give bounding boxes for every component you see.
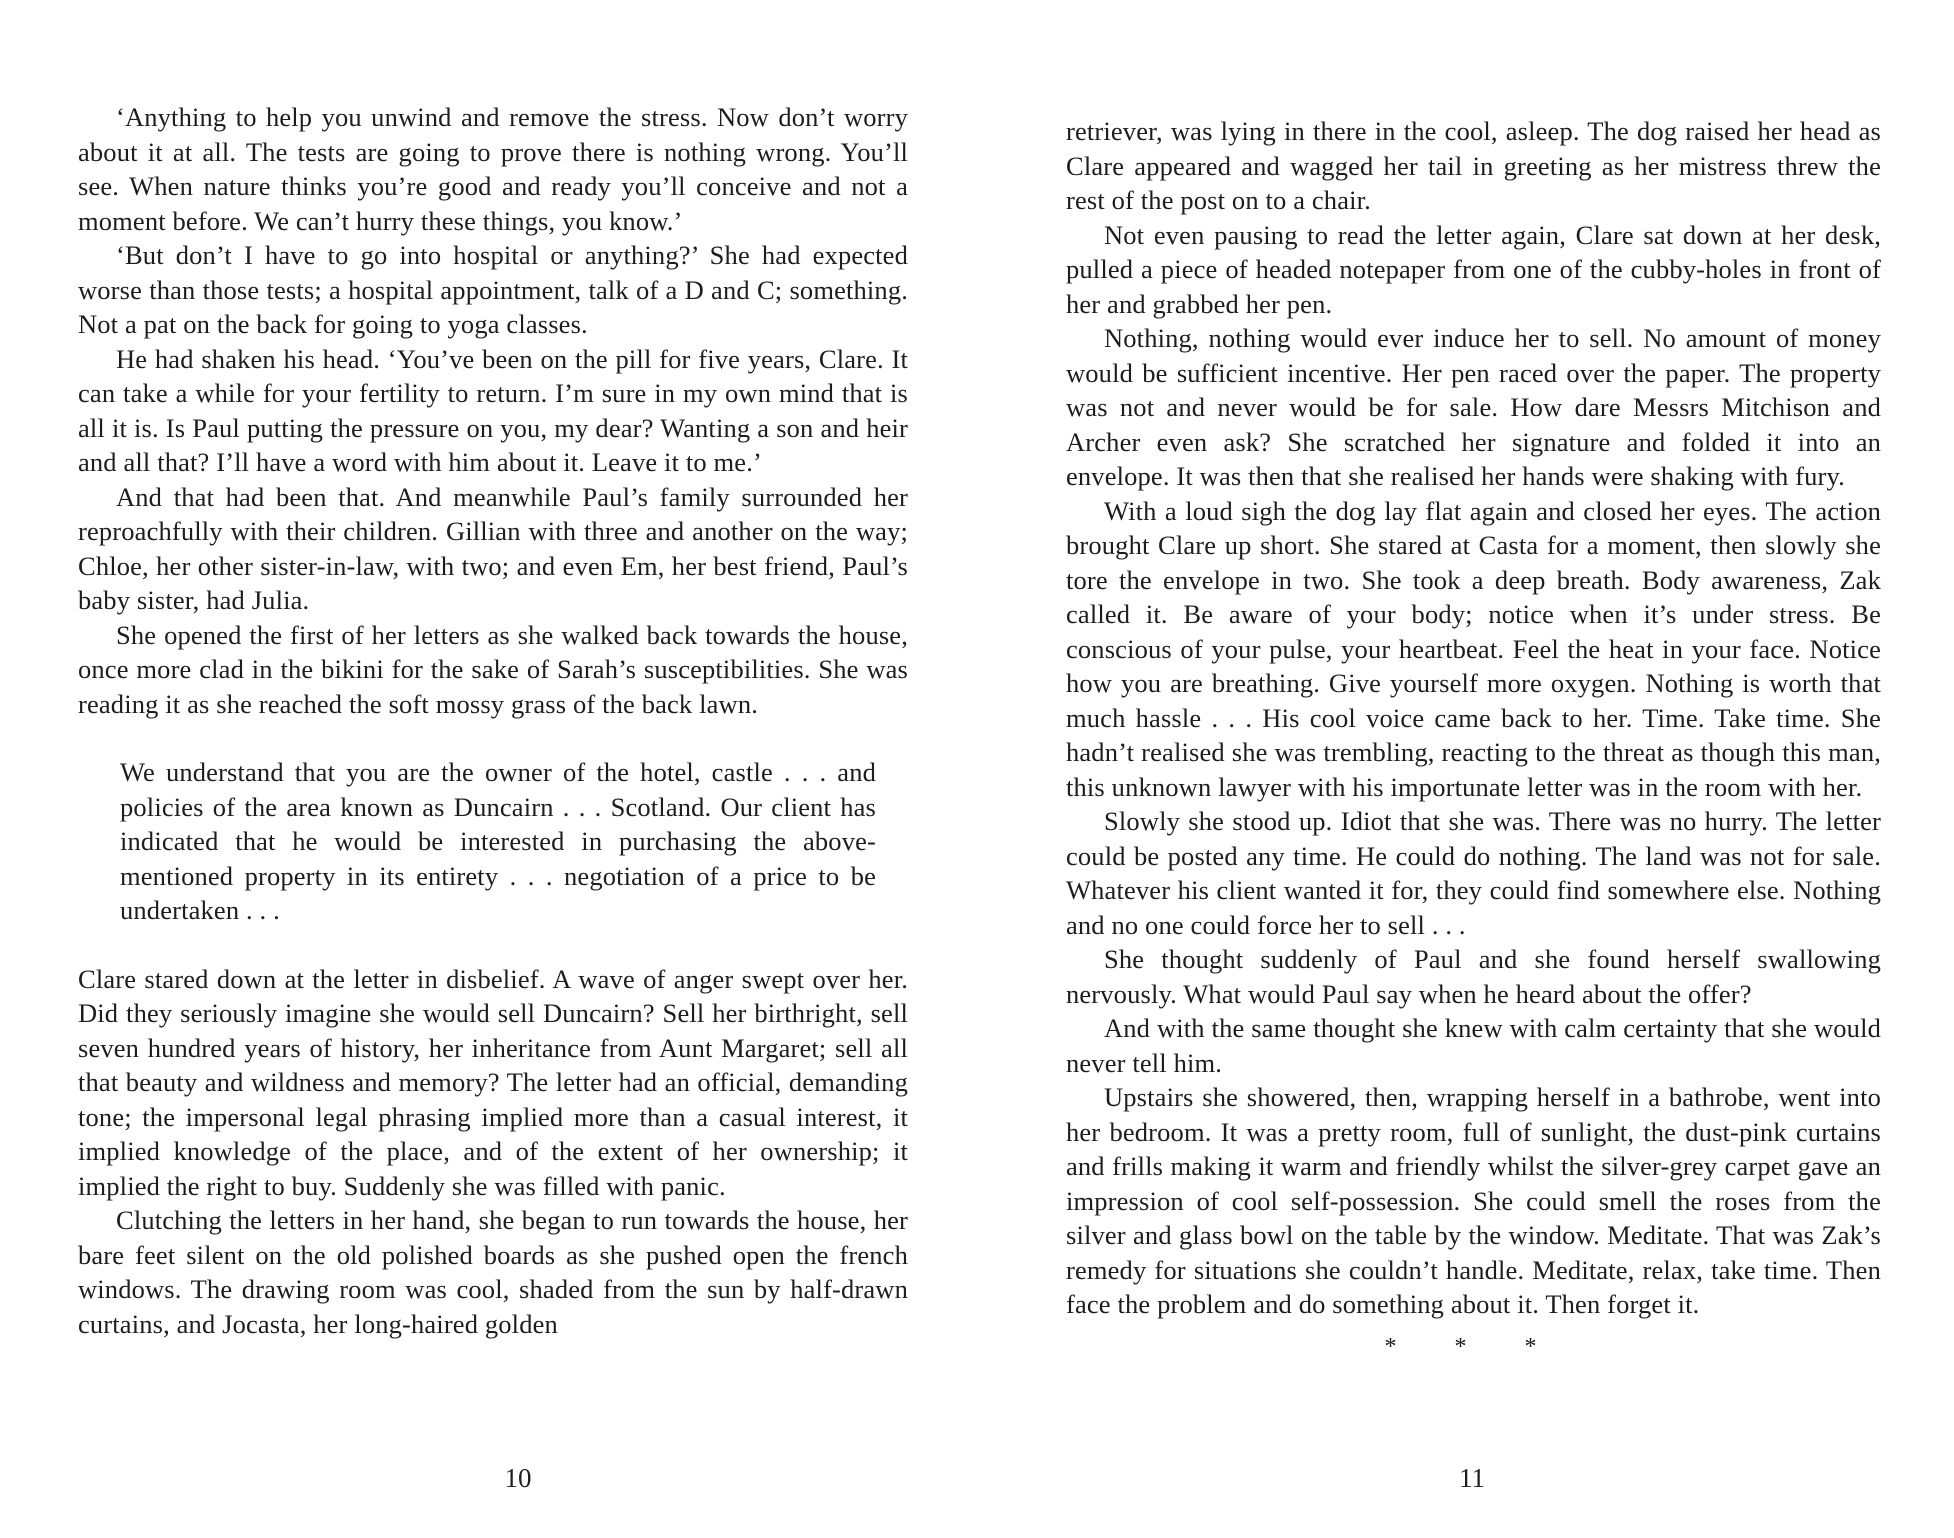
paragraph: And with the same thought she knew with calm certainty that she would never tell him. [1066, 1013, 1881, 1078]
right-page-text [1066, 114, 1881, 1364]
page-number: 11 [1459, 1463, 1485, 1493]
right-page [1066, 0, 1881, 1538]
scene-break: * * * [1384, 1333, 1563, 1360]
paragraph: Not even pausing to read the letter again, Clare sat down at her desk, pulled a piece of headed notepaper from one of the cubby-holes in front of her and grabbed her pen. [1066, 219, 1881, 319]
paragraph: Nothing, nothing would ever induce her to sell. No amount of money would be sufficient incentive. Her pen raced over the paper. The property was not and never would be for sale. How dare Messrs Mitchison and Archer even ask? She scratched her signature and folded it into an envelope. It was then that she realised her hands were shaking with fury. [1066, 323, 1881, 491]
paragraph: He had shaken his head. ‘You’ve been on the pill for five years, Clare. It can take a while for your fertility to return. I’m sure in my own mind that is all it is. Is Paul putting the pressure on you, my dear? Wanting a son and heir and all that? I’ll have a word with him about it. Leave it to me.’ [78, 343, 908, 477]
paragraph: ‘But don’t I have to go into hospital or anything?’ She had expected worse than those tests; a hospital appointment, talk of a D and C; something. Not a pat on the back for going to yoga classes. [78, 240, 908, 339]
paragraph: Upstairs she showered, then, wrapping herself in a bathrobe, went into her bedroom. It was a pretty room, full of sunlight, the dust-pink curtains and frills making it warm and friendly whilst the silver-grey carpet gave an impression of cool self-possession. She could smell the roses from the silver and glass bowl on the table by the window. Meditate. That was Zak’s remedy for situations she couldn’t handle. Meditate, relax, take time. Then face the problem and do something about it. Then forget it. [1066, 1082, 1881, 1319]
left-page-text [78, 100, 908, 1341]
paragraph: Clare stared down at the letter in disbelief. A wave of anger swept over her. Did they seriously imagine she would sell Duncairn? Sell her birthright, sell seven hundred years of history, her inheritance from Aunt Margaret; sell all that beauty and wildness and memory? The letter had an official, demanding tone; the impersonal legal phrasing implied more than a casual interest, it implied knowledge of the place, and of the extent of her ownership; it implied the right to buy. Suddenly she was filled with panic. [78, 963, 908, 1201]
paragraph: She opened the first of her letters as she walked back towards the house, once more clad in the bikini for the sake of Sarah’s susceptibilities. She was reading it as she reached the soft mossy grass of the back lawn. [78, 619, 908, 719]
left-page [78, 0, 908, 1538]
paragraph: retriever, was lying in there in the cool, asleep. The dog raised her head as Clare appeared and wagged her tail in greeting as her mistress threw the rest of the post on to a chair. [1066, 116, 1881, 215]
paragraph: Slowly she stood up. Idiot that she was. There was no hurry. The letter could be posted any time. He could do nothing. The land was not for sale. Whatever his client wanted it for, they could find somewhere else. Nothing and no one could force her to sell . . . [1066, 806, 1881, 940]
letter-text: We understand that you are the owner of the hotel, castle . . . and policies of the area known as Duncairn . . . Scotland. Our client has indicated that he would be interested in purchasing the above-mentioned property in its entirety . . . negotiation of a price to be undertaken . . . [120, 757, 876, 925]
paragraph: She thought suddenly of Paul and she found herself swallowing nervously. What would Paul say when he heard about the offer? [1066, 944, 1881, 1009]
paragraph: ‘Anything to help you unwind and remove the stress. Now don’t worry about it at all. The tests are going to prove there is nothing wrong. You’ll see. When nature thinks you’re good and ready you’ll conceive and not a moment before. We can’t hurry these things, you know.’ [78, 102, 908, 236]
quoted-letter [120, 755, 876, 928]
paragraph: Clutching the letters in her hand, she began to run towards the house, her bare feet silent on the old polished boards as she pushed open the french windows. The drawing room was cool, shaded from the sun by half-drawn curtains, and Jocasta, her long-haired golden [78, 1205, 908, 1339]
page-number: 10 [504, 1463, 532, 1493]
paragraph: With a loud sigh the dog lay flat again and closed her eyes. The action brought Clare up short. She stared at Casta for a moment, then slowly she tore the envelope in two. She took a deep breath. Body awareness, Zak called it. Be aware of your body; notice when it’s under stress. Be conscious of your pulse, your heartbeat. Feel the heat in your face. Notice how you are breathing. Give yourself more oxygen. Nothing is worth that much hassle . . . His cool voice came back to her. Time. Take time. She hadn’t realised she was trembling, reacting to the threat as though this man, this unknown lawyer with his importunate letter was in the room with her. [1066, 495, 1881, 802]
paragraph: And that had been that. And meanwhile Paul’s family surrounded her reproachfully with their children. Gillian with three and another on the way; Chloe, her other sister-in-law, with two; and even Em, her best friend, Paul’s baby sister, had Julia. [78, 481, 908, 615]
